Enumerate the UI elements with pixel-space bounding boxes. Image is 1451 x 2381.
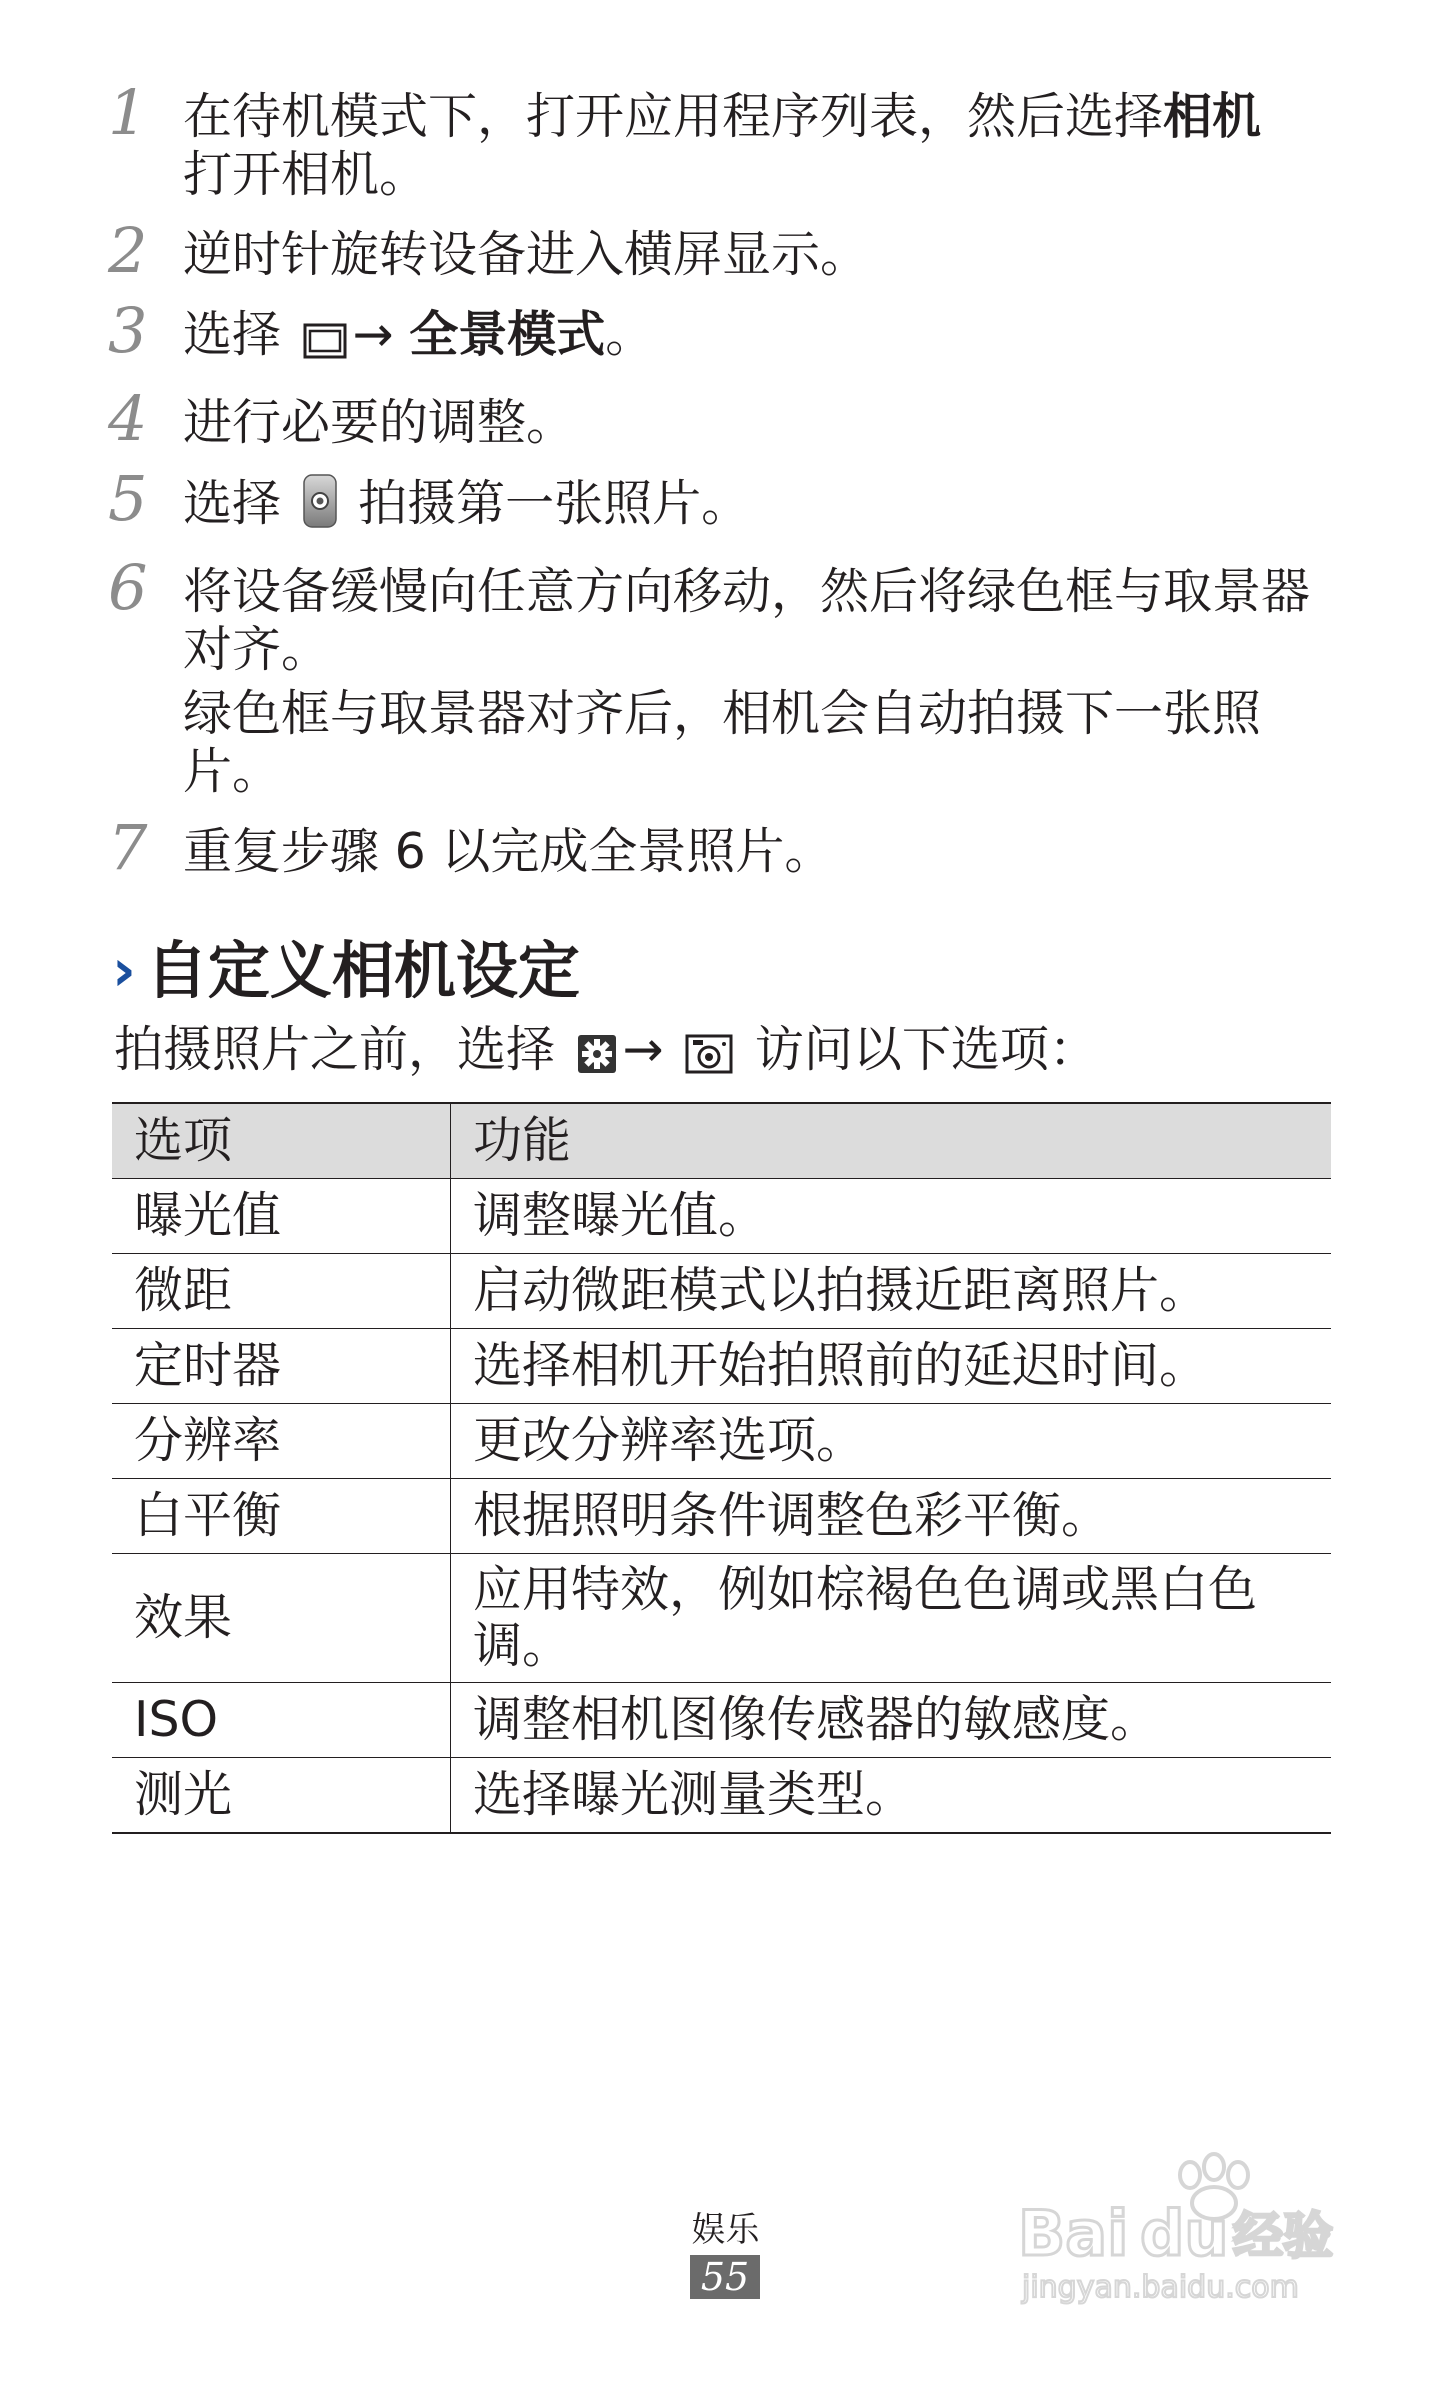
section-heading-text: 自定义相机设定 <box>145 934 580 1007</box>
step-6 <box>108 551 1338 801</box>
function-cell: 应用特效，例如棕褐色色调或黑白色调。 <box>451 1554 1332 1683</box>
steps-list <box>108 76 1338 903</box>
step-4 <box>108 382 1338 455</box>
function-cell: 选择相机开始拍照前的延迟时间。 <box>451 1329 1332 1404</box>
function-cell: 调整曝光值。 <box>451 1179 1332 1254</box>
option-cell: 定时器 <box>112 1329 451 1404</box>
option-cell: 测光 <box>112 1758 451 1834</box>
function-cell: 启动微距模式以拍摄近距离照片。 <box>451 1254 1332 1329</box>
chevron-right-icon: › <box>112 936 136 1004</box>
step-2 <box>108 214 1338 287</box>
page-number: 55 <box>690 2255 760 2299</box>
intro-text: 拍摄照片之前，选择 <box>114 1021 556 1078</box>
arrow-glyph: → <box>622 1021 664 1078</box>
table-header-function: 功能 <box>451 1103 1332 1179</box>
step-number: 2 <box>108 214 148 287</box>
step-bold-text: 相机 <box>1163 88 1262 145</box>
function-cell: 调整相机图像传感器的敏感度。 <box>451 1683 1332 1758</box>
function-cell: 根据照明条件调整色彩平衡。 <box>451 1479 1332 1554</box>
function-cell: 选择曝光测量类型。 <box>451 1758 1332 1834</box>
step-text: 选择 <box>183 475 282 532</box>
rectangle-frame-icon <box>303 314 347 372</box>
option-cell: 分辨率 <box>112 1404 451 1479</box>
step-1 <box>108 76 1338 204</box>
table-row <box>112 1254 1331 1329</box>
arrow-glyph: → <box>352 306 394 363</box>
svg-text:Bai: Bai <box>1018 2197 1129 2270</box>
step-number: 1 <box>108 76 148 149</box>
footer-section-label: 娱乐 <box>691 2210 760 2250</box>
step-5 <box>108 462 1338 541</box>
step-text: 进行必要的调整。 <box>183 394 576 451</box>
step-bold-text: 全景模式 <box>409 306 606 363</box>
step-number: 6 <box>108 551 148 624</box>
table-header-row <box>112 1103 1331 1179</box>
settings-gear-icon <box>577 1028 617 1088</box>
paw-logo-icon <box>1018 2145 1358 2305</box>
section-heading <box>112 930 580 1011</box>
table-row <box>112 1479 1331 1554</box>
option-cell: ISO <box>112 1683 451 1758</box>
option-cell: 微距 <box>112 1254 451 1329</box>
svg-text:jingyan.baidu.com: jingyan.baidu.com <box>1022 2270 1299 2305</box>
function-cell: 更改分辨率选项。 <box>451 1404 1332 1479</box>
step-number: 5 <box>108 462 148 535</box>
step-text: 在待机模式下，打开应用程序列表，然后选择 <box>183 88 1164 145</box>
table-row <box>112 1404 1331 1479</box>
table-row <box>112 1179 1331 1254</box>
svg-text:经验: 经验 <box>1233 2207 1333 2265</box>
options-table <box>112 1102 1331 1834</box>
step-text: 重复步骤 6 以完成全景照片。 <box>183 823 834 880</box>
camera-shutter-icon <box>303 474 337 541</box>
section-intro <box>114 1020 1098 1088</box>
table-header-option: 选项 <box>112 1103 451 1179</box>
step-number: 7 <box>108 811 148 884</box>
option-cell: 效果 <box>112 1554 451 1683</box>
table-row <box>112 1329 1331 1404</box>
step-suffix: 。 <box>605 306 655 363</box>
step-number: 3 <box>108 294 148 367</box>
step-text: 将设备缓慢向任意方向移动，然后将绿色框与取景器对齐。 <box>183 563 1311 678</box>
step-subtext: 绿色框与取景器对齐后，相机会自动拍摄下一张照片。 <box>183 685 1262 800</box>
table-row <box>112 1758 1331 1834</box>
table-row <box>112 1554 1331 1683</box>
step-text-continued: 打开相机。 <box>183 146 429 203</box>
intro-text-suffix: 访问以下选项： <box>754 1021 1098 1078</box>
step-7 <box>108 811 1338 884</box>
table-row <box>112 1683 1331 1758</box>
step-suffix: 拍摄第一张照片。 <box>358 475 751 532</box>
svg-text:du: du <box>1140 2197 1229 2270</box>
step-text: 选择 <box>183 306 282 363</box>
option-cell: 白平衡 <box>112 1479 451 1554</box>
step-number: 4 <box>108 382 148 455</box>
camera-settings-icon <box>685 1028 733 1088</box>
step-3 <box>108 294 1338 372</box>
baidu-jingyan-watermark <box>1018 2145 1358 2305</box>
option-cell: 曝光值 <box>112 1179 451 1254</box>
step-text: 逆时针旋转设备进入横屏显示。 <box>183 226 870 283</box>
